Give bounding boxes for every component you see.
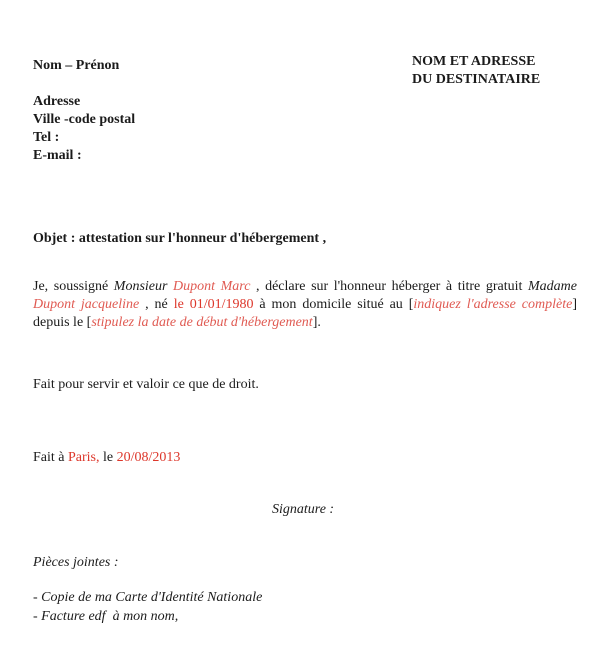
attachment-item-id-card: - Copie de ma Carte d'Identité Nationale — [33, 590, 263, 605]
recipient-line1: NOM ET ADRESSE — [412, 54, 536, 69]
body-segment: , né — [139, 297, 174, 312]
body-segment: Monsieur — [113, 279, 174, 294]
body-segment: Madame — [527, 279, 577, 294]
sender-address: Adresse — [33, 94, 81, 109]
spacer — [33, 75, 135, 93]
attachments-list — [33, 588, 262, 626]
place-date-line — [33, 449, 180, 467]
recipient-block — [412, 53, 540, 89]
body-segment-address-placeholder: indiquez l'adresse complète — [413, 297, 573, 312]
closing-line: Fait pour servir et valoir ce que de droit. — [33, 377, 259, 392]
body-segment-host-name: Dupont Marc — [173, 279, 251, 294]
signature-label: Signature : — [272, 502, 335, 517]
attachment-item-edf-bill: - Facture edf à mon nom, — [33, 609, 179, 624]
place-date-date: 20/08/2013 — [116, 450, 181, 465]
recipient-line2: DU DESTINATAIRE — [412, 72, 541, 87]
body-segment-birthdate: le 01/01/1980 — [173, 297, 254, 312]
sender-block — [33, 57, 135, 165]
body-segment: ]. — [312, 315, 321, 330]
body-segment: à mon domicile situé au [ — [253, 297, 414, 312]
body-paragraph — [33, 278, 577, 332]
body-segment: , déclare sur l'honneur héberger à titre gratuit — [250, 279, 528, 294]
body-segment: Je, soussigné — [33, 279, 114, 294]
subject-line: Objet : attestation sur l'honneur d'hébergement , — [33, 231, 327, 246]
body-segment-guest-name: Dupont jacqueline — [33, 297, 140, 312]
sender-name: Nom – Prénon — [33, 58, 120, 73]
attachments-title: Pièces jointes : — [33, 555, 119, 570]
place-date-city: Paris, — [68, 450, 100, 465]
sender-city-postal: Ville -code postal — [33, 112, 136, 127]
place-date-prefix: Fait à — [33, 450, 68, 465]
place-date-middle: le — [99, 450, 117, 465]
sender-email: E-mail : — [33, 148, 82, 163]
body-segment: ] depuis le [ — [33, 297, 577, 330]
sender-tel: Tel : — [33, 130, 60, 145]
body-segment-date-placeholder: stipulez la date de début d'hébergement — [91, 315, 313, 330]
